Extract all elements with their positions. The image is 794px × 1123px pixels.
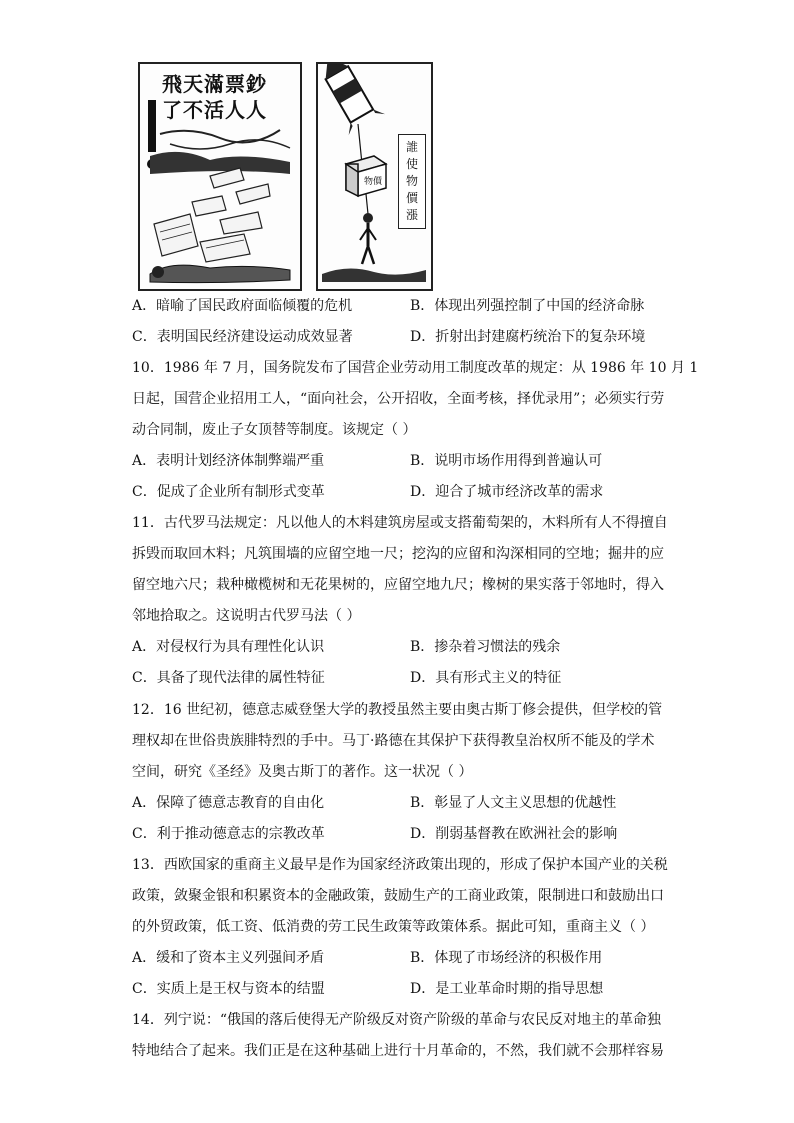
q10-stem-line: 10．1986 年 7 月，国务院发布了国营企业劳动用工制度改革的规定：从 1986 年 10 月 1	[132, 360, 699, 376]
caption-char: 漲	[405, 208, 418, 222]
q13-option-a: A．缓和了资本主义列强间矛盾	[132, 950, 325, 966]
q12-option-b: B．彰显了人文主义思想的优越性	[410, 795, 617, 811]
q11-option-b: B．掺杂着习惯法的残余	[410, 639, 561, 655]
q11-stem-line: 留空地六尺；栽种橄榄树和无花果树的，应留空地九尺；橡树的果实落于邻地时，得入	[132, 577, 664, 593]
vertical-caption	[398, 134, 426, 229]
box-label: 物價	[364, 177, 383, 187]
q9-option-d: D．折射出封建腐朽统治下的复杂环境	[410, 329, 646, 345]
q13-option-c: C．实质上是王权与资本的结盟	[132, 981, 325, 997]
q11-option-a: A．对侵权行为具有理性化认识	[132, 639, 325, 655]
q10-stem-line: 动合同制，废止子女顶替等制度。该规定（ ）	[132, 422, 417, 438]
q11-stem-line: 拆毁而取回木料；凡筑围墙的应留空地一尺；挖沟的应留和沟深相同的空地；掘井的应	[132, 546, 664, 562]
cartoon-banknotes-illustration	[138, 62, 302, 291]
q9-option-c: C．表明国民经济建设运动成效显著	[132, 329, 353, 345]
q13-option-d: D．是工业革命时期的指导思想	[410, 981, 604, 997]
banknotes-drawing-icon	[140, 64, 300, 289]
q11-stem-line: 邻地拾取之。这说明古代罗马法（ ）	[132, 608, 361, 624]
q12-stem-line: 空间，研究《圣经》及奥古斯丁的著作。这一状况（ ）	[132, 764, 473, 780]
q14-stem-line: 特地结合了起来。我们正是在这种基础上进行十月革命的，不然，我们就不会那样容易	[132, 1043, 664, 1059]
q12-stem-line: 12．16 世纪初，德意志威登堡大学的教授虽然主要由奥古斯丁修会提供，但学校的管	[132, 702, 663, 718]
caption-char: 使	[405, 157, 418, 171]
cartoon-caption-line2: 了不活人人	[162, 98, 267, 122]
caption-char: 誰	[405, 140, 418, 154]
q10-option-d: D．迎合了城市经济改革的需求	[410, 484, 604, 500]
q13-stem-line: 的外贸政策，低工资、低消费的劳工民生政策等政策体系。据此可知，重商主义（ ）	[132, 919, 655, 935]
cartoon-caption-line1: 飛天滿票鈔	[162, 72, 267, 96]
q12-option-d: D．削弱基督教在欧洲社会的影响	[410, 826, 618, 842]
q13-stem-line: 13．西欧国家的重商主义最早是作为国家经济政策出现的，形成了保护本国产业的关税	[132, 857, 668, 873]
q13-stem-line: 政策，敛聚金银和积累资本的金融政策，鼓励生产的工商业政策，限制进口和鼓励出口	[132, 888, 664, 904]
q9-option-b: B．体现出列强控制了中国的经济命脉	[410, 298, 645, 314]
q10-option-b: B．说明市场作用得到普遍认可	[410, 453, 603, 469]
q11-stem-line: 11．古代罗马法规定：凡以他人的木料建筑房屋或支搭葡萄架的，木料所有人不得擅自	[132, 515, 668, 531]
q11-option-c: C．具备了现代法律的属性特征	[132, 670, 325, 686]
q12-option-c: C．利于推动德意志的宗教改革	[132, 826, 325, 842]
q12-option-a: A．保障了德意志教育的自由化	[132, 795, 325, 811]
q12-stem-line: 理权却在世俗贵族腓特烈的手中。马丁·路德在其保护下获得教皇治权所不能及的学术	[132, 733, 655, 749]
cartoon-price-rocket-illustration	[316, 62, 433, 291]
q10-option-c: C．促成了企业所有制形式变革	[132, 484, 325, 500]
caption-char: 價	[405, 191, 418, 205]
q10-option-a: A．表明计划经济体制弊端严重	[132, 453, 325, 469]
caption-char: 物	[405, 174, 418, 188]
q13-option-b: B．体现了市场经济的积极作用	[410, 950, 603, 966]
q14-stem-line: 14．列宁说：“俄国的落后使得无产阶级反对资产阶级的革命与农民反对地主的革命独	[132, 1012, 661, 1028]
q9-option-a: A．暗喻了国民政府面临倾覆的危机	[132, 298, 353, 314]
q10-stem-line: 日起，国营企业招用工人，“面向社会，公开招收，全面考核，择优录用”；必须实行劳	[132, 391, 665, 407]
q11-option-d: D．具有形式主义的特征	[410, 670, 562, 686]
